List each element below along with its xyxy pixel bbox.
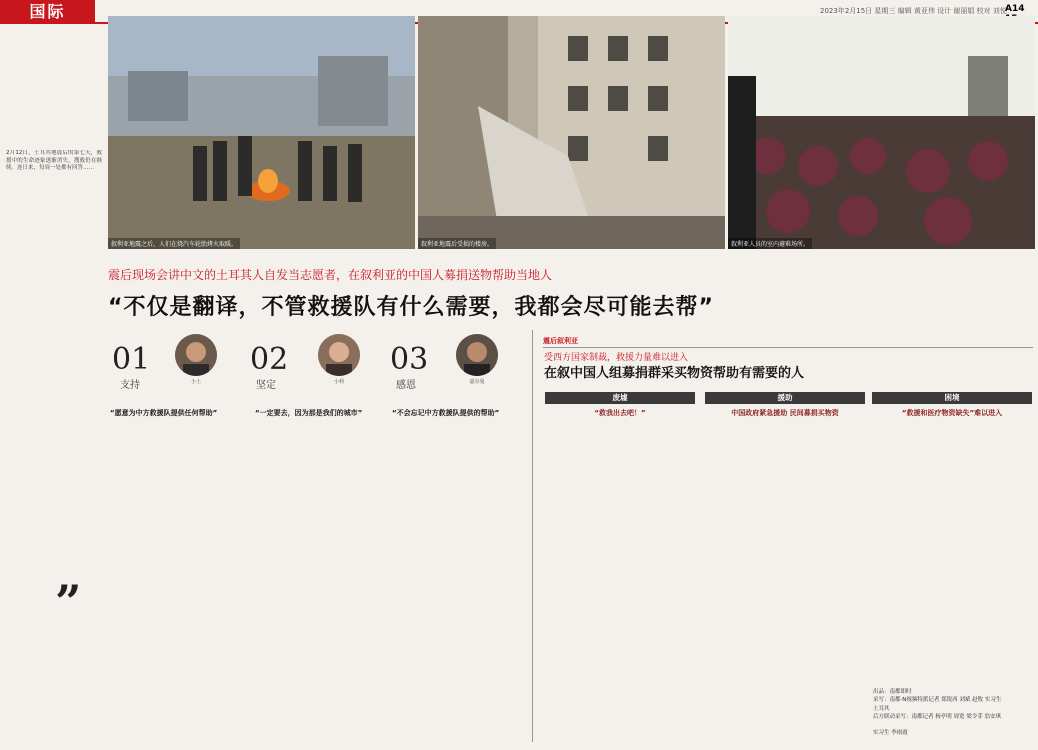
credit-line: 出品：南都即时 [873, 689, 912, 695]
section-bar: 废墟 [545, 392, 695, 404]
photo-shelter [728, 16, 1035, 249]
credit-line: 后方联动采写：南都记者 杨亭明 周宽 梁令芽 翁安琪 [873, 714, 1001, 720]
right-subtitle: 受西方国家制裁，救援力量难以进入 [544, 353, 689, 363]
feature-subtitle: 震后现场会讲中文的土耳其人自发当志愿者，在叙利亚的中国人募捐送物帮助当地人 [108, 268, 553, 282]
feature-headline: “不仅是翻译，不管救援队有什么需要，我都会尽可能去帮” [108, 295, 714, 320]
profile-quote: “不会忘记中方救援队提供的帮助” [392, 409, 500, 417]
profile-name: 小莉 [333, 379, 344, 385]
credit-line: 土耳其 [873, 706, 890, 712]
profile-number: 03 [390, 342, 429, 377]
photo-caption: 叙利亚人员的室内避难场所。 [728, 238, 812, 249]
photo-fire [108, 16, 415, 249]
avatar [318, 334, 360, 376]
section-tag: 国际 [0, 0, 95, 24]
quote-mark-icon: ” [55, 575, 82, 629]
right-rule [543, 347, 1033, 348]
profile-label: 支持 [120, 380, 140, 391]
profile-label: 坚定 [256, 380, 276, 391]
avatar [456, 334, 498, 376]
section-bar: 援助 [705, 392, 865, 404]
page-number: A14 [1005, 4, 1025, 14]
column-divider [532, 330, 533, 742]
left-column-text: 2月12日，土耳其地震后的第七天，救援中的生命迹象逐渐消失，搜救仍在继续。连日来，每周一处都有回答…… [6, 150, 102, 172]
section-heading: 中国政府紧急援助 民间募捐买物资 [731, 409, 839, 417]
profile-label: 感恩 [396, 380, 416, 391]
photo-caption: 叙利亚地震后受损的楼房。 [418, 238, 496, 249]
profile-quote: “一定要去，因为那是我们的城市” [255, 409, 363, 417]
credit-line: 采写：南都·N视频特派记者 郑锐西 刘斌 赵牧 实习生 [873, 697, 1002, 703]
credit-line: 实习生 李雨霞 [873, 730, 908, 736]
avatar-image [175, 334, 217, 376]
photo-building-image [418, 16, 725, 249]
avatar [175, 334, 217, 376]
avatar-image [318, 334, 360, 376]
profile-number: 02 [250, 342, 289, 377]
profile-name: 小土 [190, 379, 201, 385]
photo-caption: 叙利亚地震之后，人们在烧汽车轮胎烤火取暖。 [108, 238, 240, 249]
profile-quote: “愿意为中方救援队提供任何帮助” [110, 409, 218, 417]
photo-building [418, 16, 725, 249]
right-kicker: 震后叙利亚 [543, 337, 578, 345]
photo-fire-image [108, 16, 415, 249]
photo-shelter-image [728, 16, 1035, 249]
section-bar: 困境 [872, 392, 1032, 404]
section-heading: “救我出去吧！” [594, 409, 646, 417]
profile-name: 嘉尔曼 [469, 379, 485, 385]
right-title: 在叙中国人组募捐群采买物资帮助有需要的人 [544, 366, 805, 381]
profile-number: 01 [112, 342, 151, 377]
date-line: 2023年2月15日 星期三 编辑 黄亚伟 设计 谢丽娟 校对 刘悦 [820, 7, 1007, 15]
avatar-image [456, 334, 498, 376]
section-heading: “救援和医疗物资缺失”难以进入 [901, 409, 1003, 417]
